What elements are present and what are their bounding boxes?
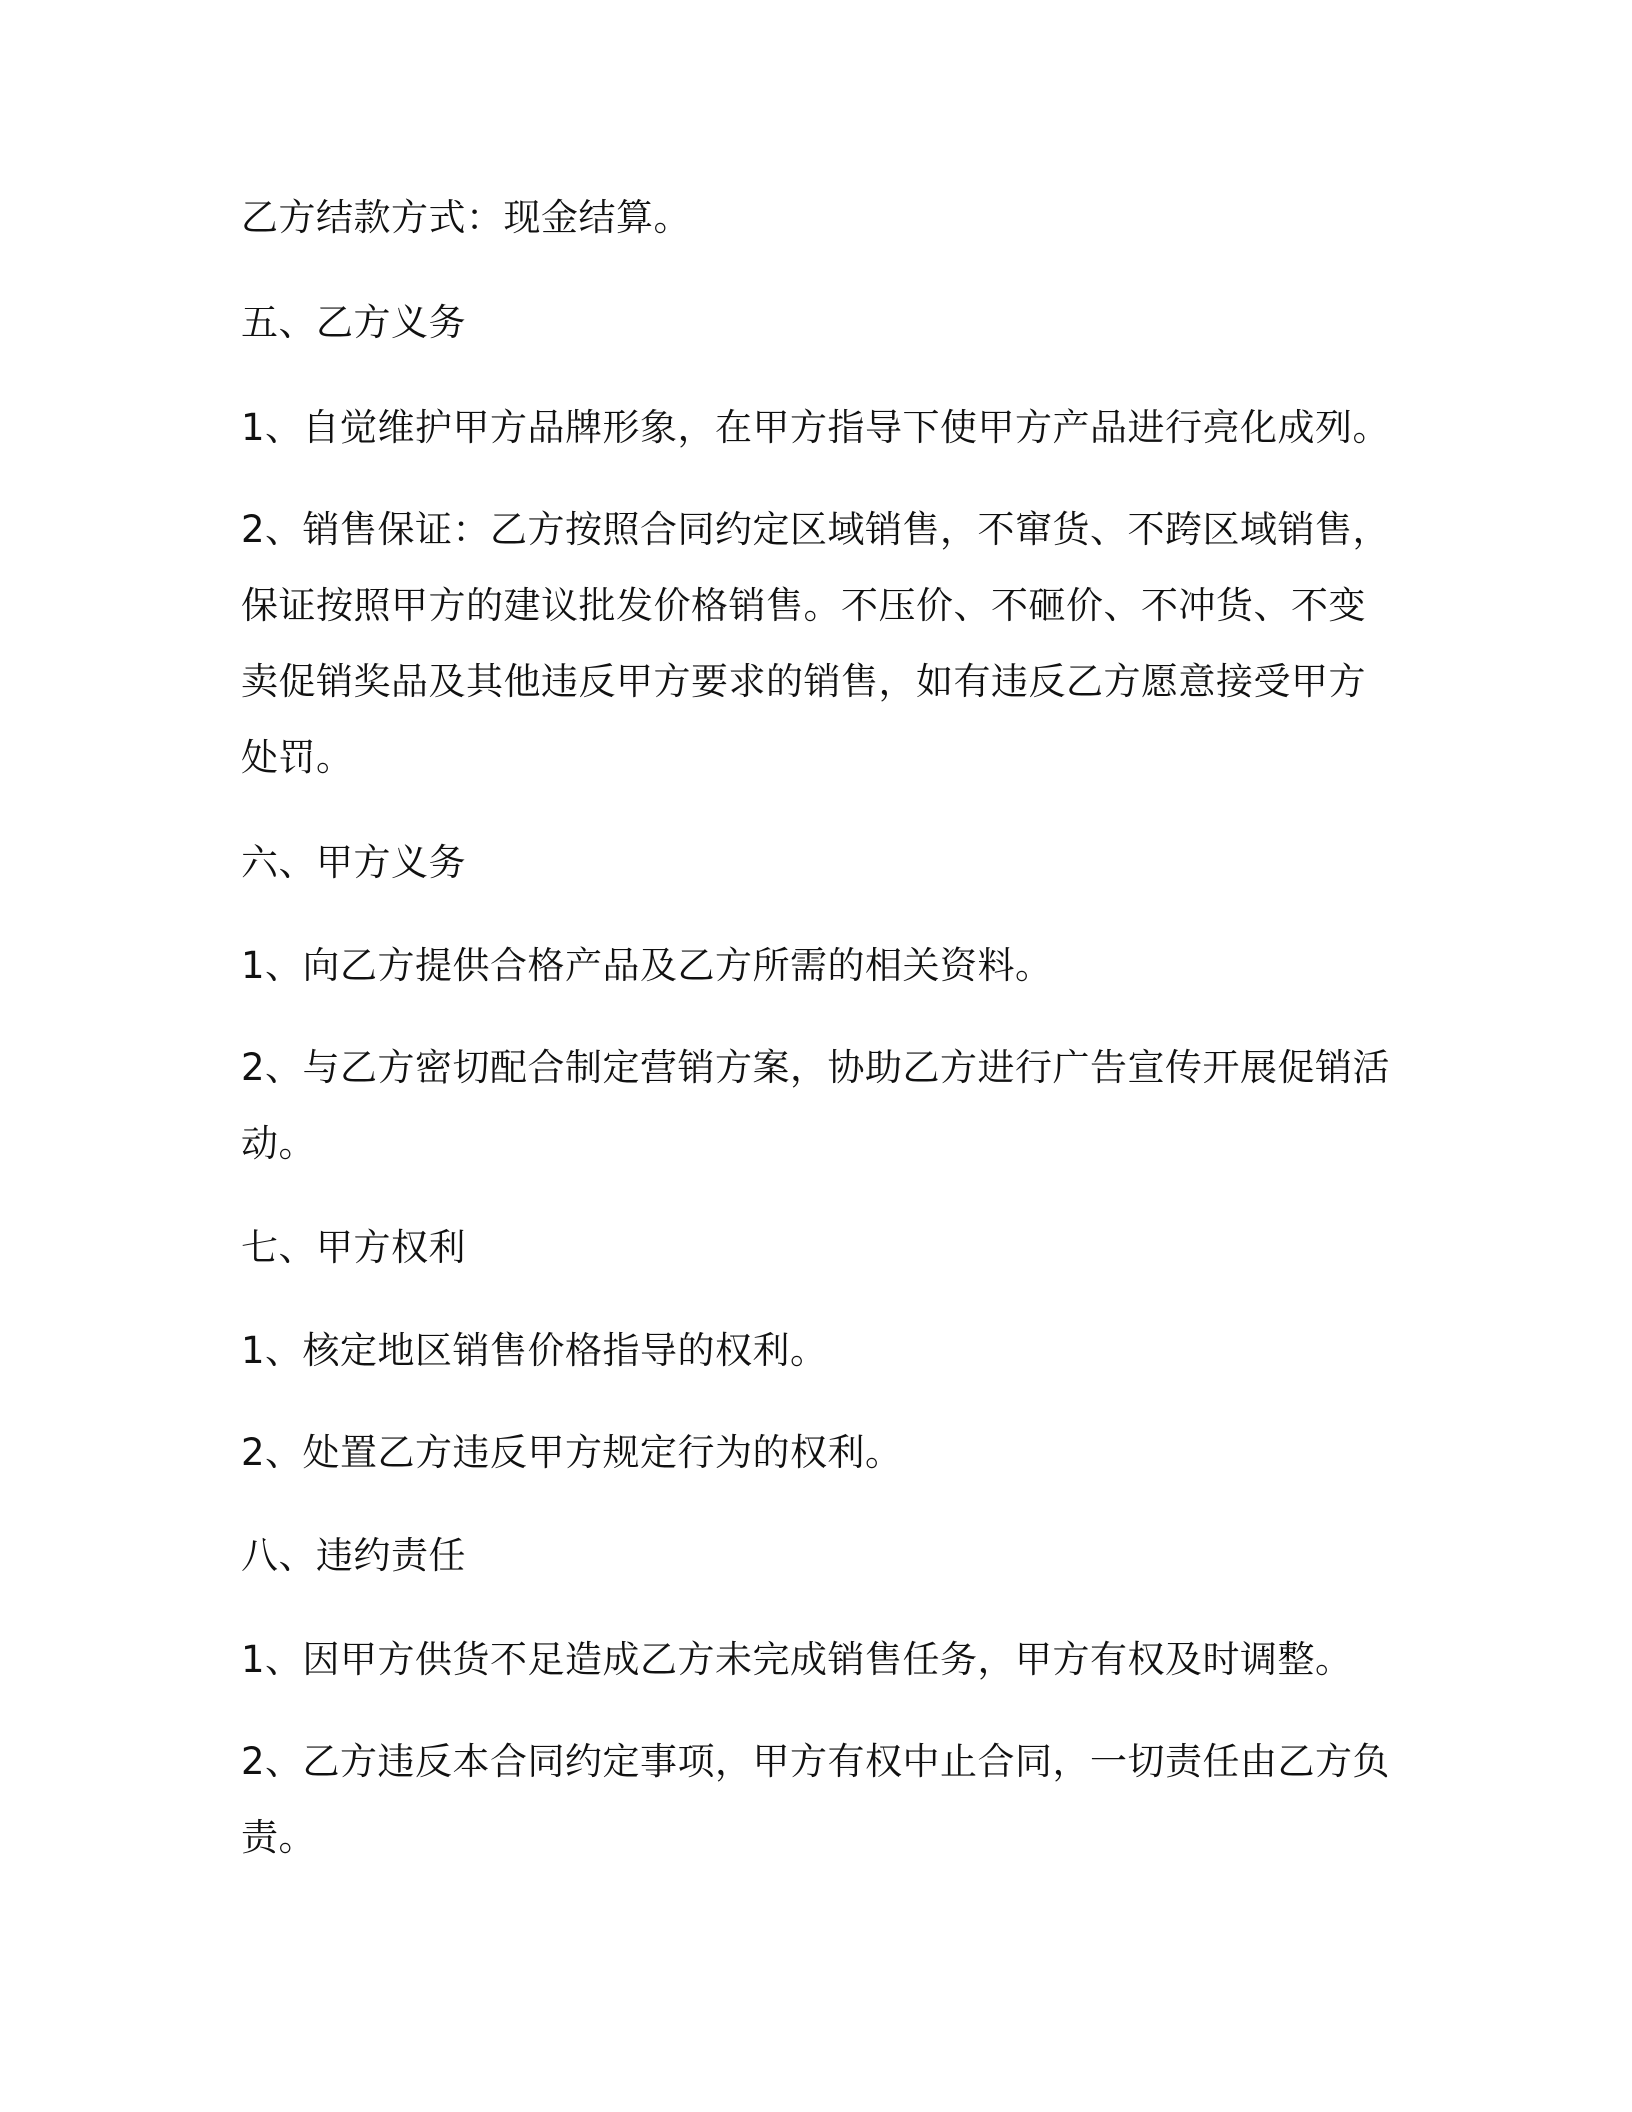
section-heading-party-a-rights: 七、甲方权利 xyxy=(241,1226,466,1269)
party-a-right-1: 1、核定地区销售价格指导的权利。 xyxy=(241,1329,828,1372)
party-a-obligation-2: 2、与乙方密切配合制定营销方案，协助乙方进行广告宣传开展促销活动。 xyxy=(241,1046,1391,1165)
party-a-right-2: 2、处置乙方违反甲方规定行为的权利。 xyxy=(241,1431,903,1474)
settlement-method: 乙方结款方式：现金结算。 xyxy=(241,196,691,239)
party-b-obligation-2: 2、销售保证：乙方按照合同约定区域销售，不窜货、不跨区域销售，保证按照甲方的建议批发价格销售。不压价、不砸价、不冲货、不变卖促销奖品及其他违反甲方要求的销售，如有违反乙方愿意接受甲方处罚。 xyxy=(241,508,1391,779)
breach-liability-2: 2、乙方违反本合同约定事项，甲方有权中止合同，一切责任由乙方负责。 xyxy=(241,1740,1391,1859)
section-heading-party-b-obligations: 五、乙方义务 xyxy=(241,301,466,344)
section-heading-breach-liability: 八、违约责任 xyxy=(241,1534,466,1577)
party-a-obligation-1: 1、向乙方提供合格产品及乙方所需的相关资料。 xyxy=(241,944,1053,987)
breach-liability-1: 1、因甲方供货不足造成乙方未完成销售任务，甲方有权及时调整。 xyxy=(241,1638,1353,1681)
section-heading-party-a-obligations: 六、甲方义务 xyxy=(241,841,466,884)
party-b-obligation-1: 1、自觉维护甲方品牌形象，在甲方指导下使甲方产品进行亮化成列。 xyxy=(241,406,1391,449)
